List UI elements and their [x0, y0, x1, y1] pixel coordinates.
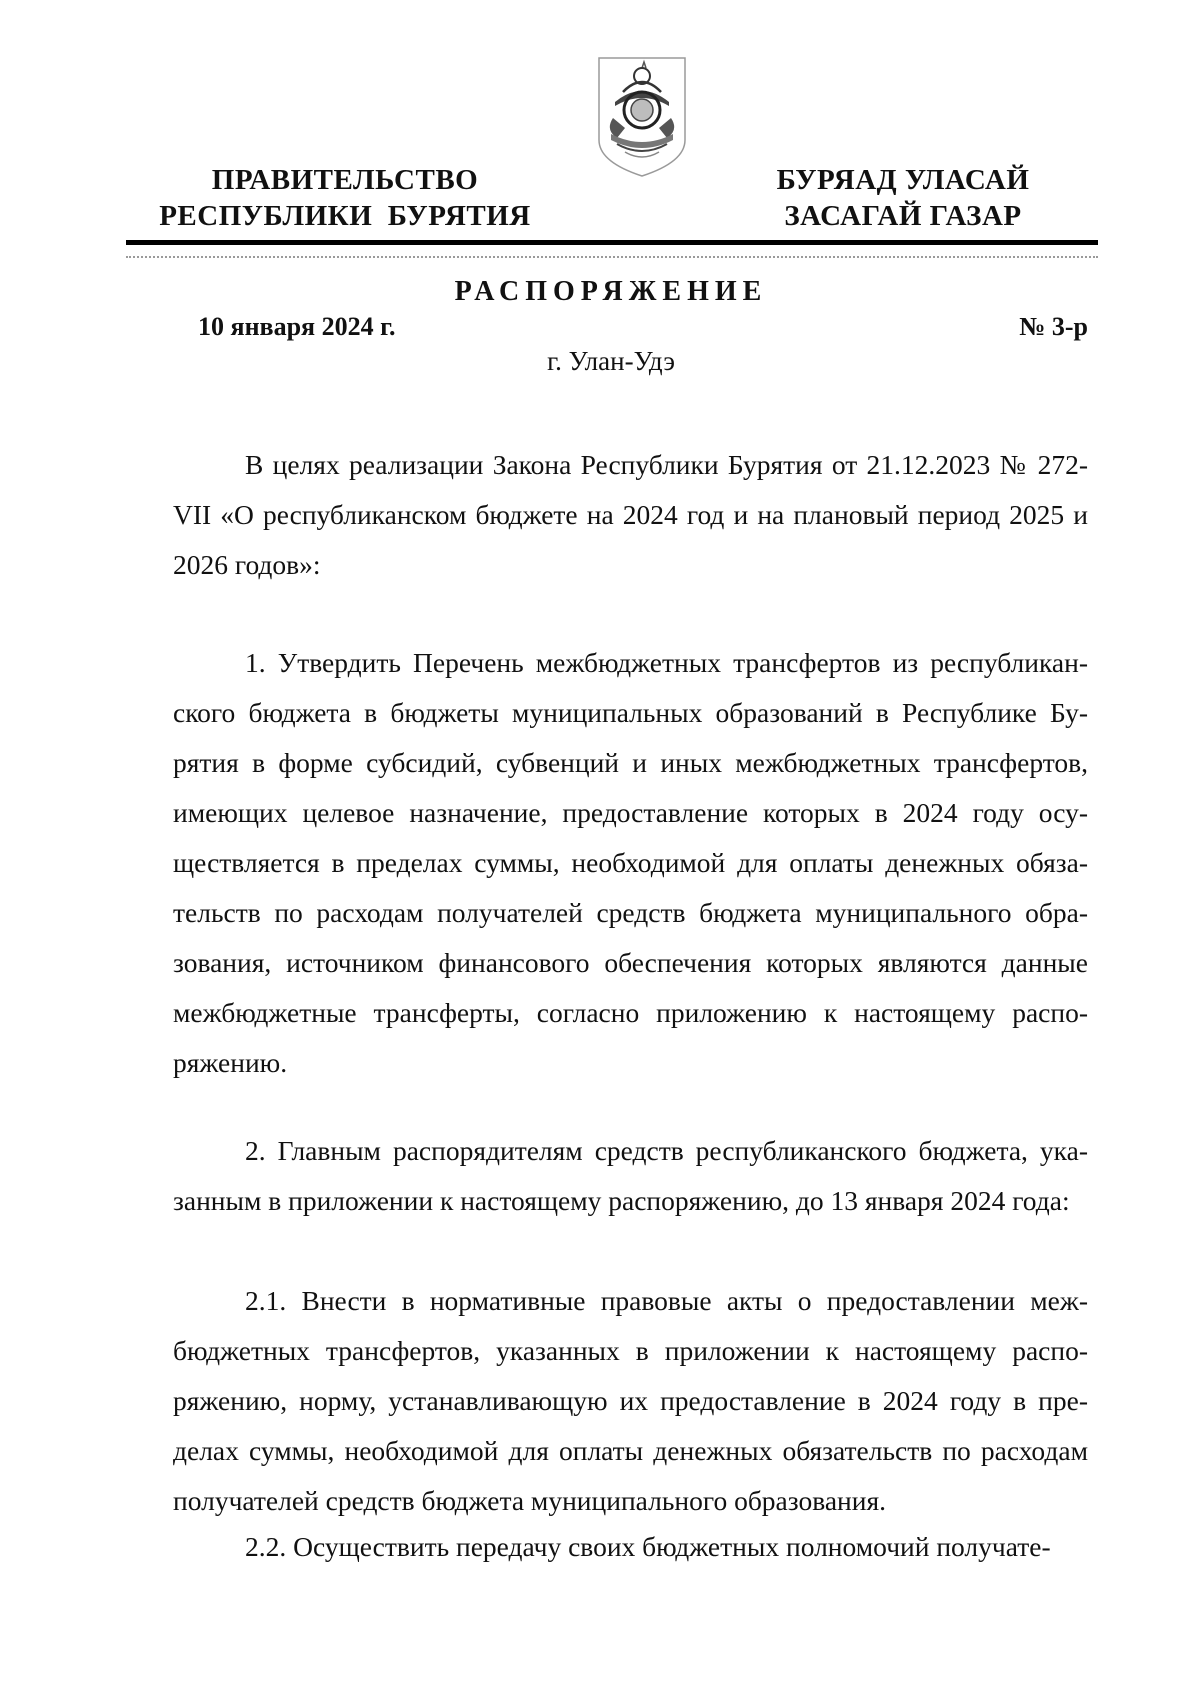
preamble-block	[173, 440, 1088, 590]
item-2-1-paragraph: 2.1. Внести в нормативные правовые акты о предоставлении межбюджетных трансфертов, указанных в приложении к настоящему распоряжению, норму, устанавливающую их предоставление в 2024 году в пределах суммы, необходимой для оплаты денежных обязательств по расходам получателей средств бюджета муниципального образования.	[173, 1285, 1088, 1516]
document-city: г. Улан-Удэ	[547, 346, 675, 376]
header-right-line2: ЗАСАГАЙ ГАЗАР	[784, 200, 1022, 232]
header-right	[748, 162, 1058, 234]
coat-of-arms-icon	[595, 54, 689, 180]
item-2-paragraph: 2. Главным распорядителям средств республиканского бюджета, указанным в приложении к настоящему распоряжению, до 13 января 2024 года:	[173, 1135, 1088, 1216]
header-divider-thick	[126, 240, 1098, 245]
item-2-2-block	[173, 1522, 1088, 1572]
item-2-block	[173, 1126, 1088, 1226]
header-right-line1: БУРЯАД УЛАСАЙ	[776, 164, 1030, 196]
document-date: 10 января 2024 г.	[198, 312, 396, 341]
header-left-line2: РЕСПУБЛИКИ БУРЯТИЯ	[159, 200, 531, 232]
header-left	[150, 162, 540, 234]
document-number: № 3-р	[1019, 312, 1088, 341]
item-2-1-block	[173, 1276, 1088, 1526]
header-divider-thin	[126, 256, 1098, 258]
item-1-paragraph: 1. Утвердить Перечень межбюджетных трансфертов из республиканского бюджета в бюджеты муниципальных образований в Республике Бурятия в форме субсидий, субвенций и иных межбюджетных трансфертов, имеющих целевое назначение, предоставление которых в 2024 году осуществляется в пределах суммы, необходимой для оплаты денежных обязательств по расходам получателей средств бюджета муниципального образования, источником финансового обеспечения которых являются данные межбюджетные трансферты, согласно приложению к настоящему распоряжению.	[173, 647, 1088, 1078]
preamble-paragraph: В целях реализации Закона Республики Бурятия от 21.12.2023 № 272-VII «О республиканском бюджете на 2024 год и на плановый период 2025 и 2026 годов»:	[173, 449, 1088, 580]
item-2-2-paragraph: 2.2. Осуществить передачу своих бюджетных полномочий получате-	[245, 1531, 1051, 1562]
header-left-line1: ПРАВИТЕЛЬСТВО	[211, 164, 479, 196]
document-type-title: РАСПОРЯЖЕНИЕ	[454, 276, 768, 307]
item-1-block	[173, 638, 1088, 1088]
